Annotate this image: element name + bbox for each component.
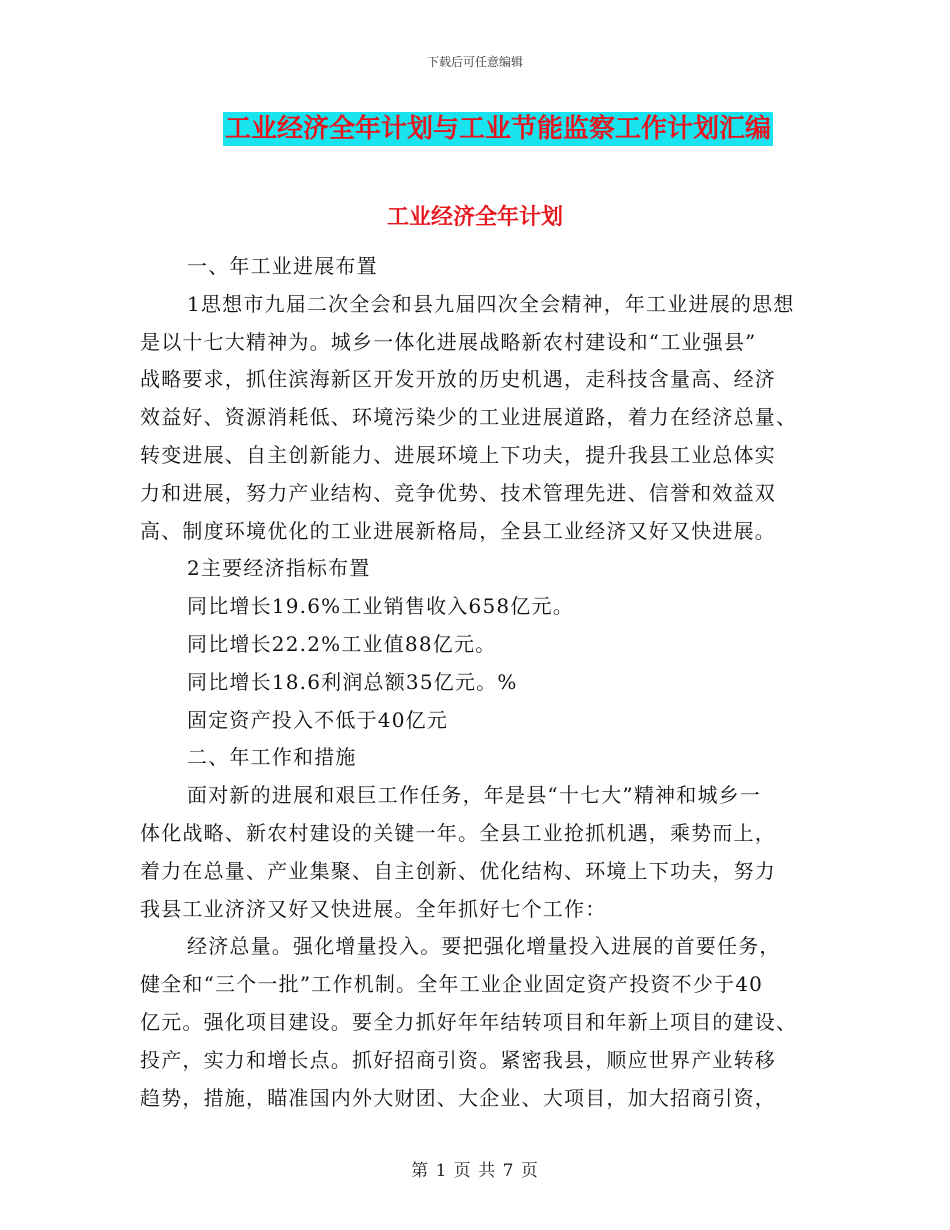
paragraph-line: 效益好、资源消耗低、环境污染少的工业进展道路，着力在经济总量、	[140, 405, 798, 430]
page-footer: 第 1 页 共 7 页	[411, 1161, 539, 1181]
main-title-container	[0, 112, 950, 146]
paragraph-line: 战略要求，抓住滨海新区开发开放的历史机遇，走科技含量高、经济	[140, 367, 776, 392]
section-title: 工业经济全年计划	[386, 204, 563, 230]
paragraph-line: 着力在总量、产业集聚、自主创新、优化结构、环境上下功夫，努力	[140, 858, 776, 883]
paragraph-line: 同比增长19.6%工业销售收入658亿元。	[187, 594, 574, 619]
paragraph-line: 高、制度环境优化的工业进展新格局，全县工业经济又好又快进展。	[140, 518, 776, 543]
paragraph-line: 经济总量。强化增量投入。要把强化增量投入进展的首要任务，	[187, 934, 781, 959]
paragraph-line: 同比增长18.6利润总额35亿元。%	[187, 669, 518, 694]
paragraph-line: 1思想市九届二次全会和县九届四次全会精神，年工业进展的思想	[187, 291, 795, 316]
document-body	[140, 248, 812, 1117]
main-title: 工业经济全年计划与工业节能监察工作计划汇编	[224, 114, 771, 144]
paragraph-line: 同比增长22.2%工业值88亿元。	[187, 631, 497, 656]
paragraph-line: 一、年工业进展布置	[187, 254, 378, 278]
header-note: 下载后可任意编辑	[426, 55, 523, 69]
paragraph-line: 面对新的进展和艰巨工作任务，年是县“十七大”精神和城乡一	[187, 783, 762, 808]
paragraph-line: 力和进展，努力产业结构、竞争优势、技术管理先进、信誉和效益双	[140, 480, 776, 505]
paragraph-line: 亿元。强化项目建设。要全力抓好年年结转项目和年新上项目的建设、	[140, 1009, 798, 1034]
paragraph-line: 趋势，措施，瞄准国内外大财团、大企业、大项目，加大招商引资，	[140, 1085, 776, 1110]
paragraph-line: 投产，实力和增长点。抓好招商引资。紧密我县，顺应世界产业转移	[140, 1047, 776, 1072]
paragraph-line: 转变进展、自主创新能力、进展环境上下功夫，提升我县工业总体实	[140, 442, 776, 467]
paragraph-line: 我县工业济济又好又快进展。全年抓好七个工作：	[140, 896, 607, 921]
paragraph-line: 是以十七大精神为。城乡一体化进展战略新农村建设和“工业强县”	[140, 329, 757, 354]
paragraph-line: 二、年工作和措施	[187, 745, 357, 770]
paragraph-line: 健全和“三个一批”工作机制。全年工业企业固定资产投资不少于40	[140, 972, 764, 997]
paragraph-line: 2主要经济指标布置	[187, 556, 371, 581]
paragraph-line: 体化战略、新农村建设的关键一年。全县工业抢抓机遇，乘势而上，	[140, 820, 776, 845]
paragraph-line: 固定资产投入不低于40亿元	[187, 707, 449, 732]
